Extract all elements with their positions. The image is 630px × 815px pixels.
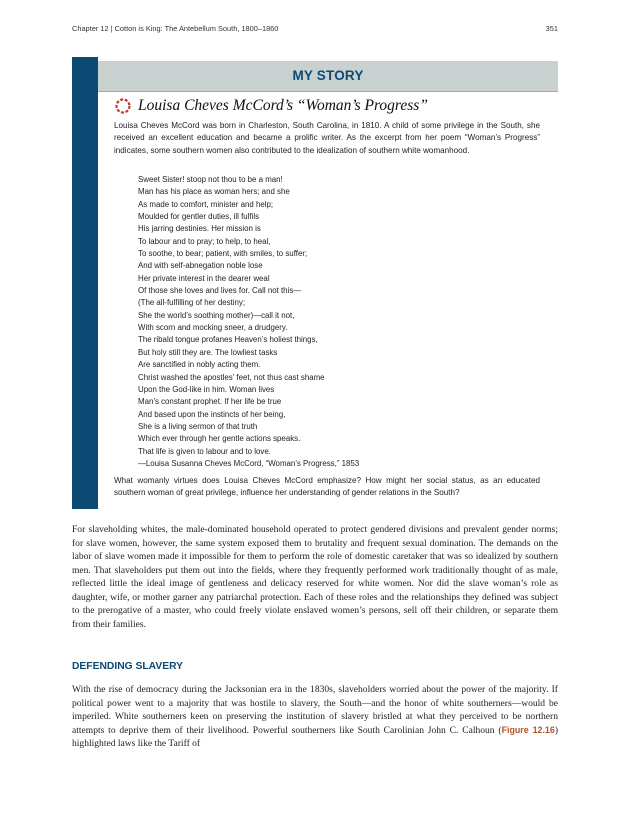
poem-line: Man has his place as woman hers; and she bbox=[138, 187, 290, 197]
poem-line: To labour and to pray; to help, to heal, bbox=[138, 236, 271, 246]
page-number: 351 bbox=[545, 24, 558, 33]
poem-line: Of those she loves and lives for. Call not this— bbox=[138, 286, 302, 296]
poem-line: His jarring destinies. Her mission is bbox=[138, 224, 261, 234]
poem-line: Man’s constant prophet. If her life be true bbox=[138, 397, 282, 407]
poem-line: With scorn and mocking sneer, a drudgery. bbox=[138, 323, 288, 333]
poem-line: Upon the God-like in him. Woman lives bbox=[138, 384, 275, 394]
poem-line: But holy still they are. The lowliest tasks bbox=[138, 347, 278, 357]
body-paragraph-1: For slaveholding whites, the male-dominated household operated to protect gendered divisions and prevalent gender norms; for slave women, however, the same system exposed them to brutality and frequent sexual domination. The demands on the labor of slave women made it impossible for them to perform the role of domestic caretaker that was so idealized by southern men. That slaveholders put them out into the fields, where they frequently performed work traditionally thought of as male, reflected little the ideal image of gentleness and delicacy reserved for white women. Nor did the slave woman’s role as daughter, wife, or mother garner any patriarchal protection. Each of these roles and the relationships they defined was subject to the prerogative of a master, who could freely violate enslaved women’s persons, sell off their children, or separate them from their families. bbox=[72, 524, 558, 630]
poem-line: She the world’s soothing mother)—call it not, bbox=[138, 310, 295, 320]
poem-line: The ribald tongue profanes Heaven’s holiest things, bbox=[138, 335, 318, 345]
poem-line: Her private interest in the dearer weal bbox=[138, 273, 270, 283]
poem-line: Moulded for gentler duties, ill fulfils bbox=[138, 212, 260, 222]
poem-line: Which ever through her gentle actions speaks. bbox=[138, 434, 301, 444]
feature-heading bbox=[114, 95, 534, 117]
poem-line: To soothe, to bear; patient, with smiles, to suffer; bbox=[138, 249, 308, 259]
poem-line: Are sanctified in nobly acting them. bbox=[138, 360, 261, 370]
poem-line: As made to comfort, minister and help; bbox=[138, 199, 274, 209]
poem-line: (The all-fulfilling of her destiny; bbox=[138, 298, 246, 308]
poem-line: That life is given to labour and to love. bbox=[138, 446, 271, 456]
feature-title: Louisa Cheves McCord’s “Woman’s Progress” bbox=[138, 97, 428, 114]
paragraph-2-text-before: With the rise of democracy during the Jacksonian era in the 1830s, slaveholders worried about the power of the majority. If political power went to a majority that was hostile to slavery, the South—and the honor of white southerners—would be imperiled. White southerners keen on preserving the institution of slavery bristled at what they perceived to be northern attempts to deprive them of their livelihood. Powerful southerners like South Carolinian John C. Calhoun ( bbox=[72, 684, 558, 736]
paragraph-2-text-after: ) highlighted laws like the Tariff of bbox=[72, 724, 558, 750]
feature-question: What womanly virtues does Louisa Cheves McCord emphasize? How might her social status, as an educated southern woman of great privilege, influence her understanding of gender relations in the South? bbox=[114, 476, 540, 498]
my-story-box bbox=[72, 57, 558, 509]
poem-line: And based upon the instincts of her being, bbox=[138, 409, 286, 419]
feature-intro: Louisa Cheves McCord was born in Charleston, South Carolina, in 1810. A child of some privilege in the South, she received an excellent education and became a prolific writer. As the excerpt from her poem “Woman’s Progress” indicates, some southern women also contributed to the idealization of southern white womanhood. bbox=[114, 121, 540, 155]
running-head bbox=[72, 24, 558, 33]
body-paragraph-2 bbox=[72, 683, 558, 751]
feature-banner bbox=[98, 61, 558, 92]
dotted-circle-icon bbox=[114, 97, 132, 115]
figure-link[interactable]: Figure 12.16 bbox=[501, 724, 555, 735]
poem-line: Christ washed the apostles’ feet, not thus cast shame bbox=[138, 372, 325, 382]
poem-line: Sweet Sister! stoop not thou to be a man! bbox=[138, 175, 283, 184]
section-heading: DEFENDING SLAVERY bbox=[72, 661, 183, 672]
running-head-title: Chapter 12 | Cotton is King: The Antebellum South, 1800–1860 bbox=[72, 24, 279, 33]
poem-line: —Louisa Susanna Cheves McCord, “Woman’s Progress,” 1853 bbox=[138, 458, 360, 468]
poem-line: She is a living sermon of that truth bbox=[138, 421, 258, 431]
poem-excerpt bbox=[138, 174, 518, 470]
banner-title: MY STORY bbox=[292, 68, 364, 83]
side-stripe bbox=[72, 57, 98, 509]
poem-line: And with self-abnegation noble lose bbox=[138, 261, 263, 271]
